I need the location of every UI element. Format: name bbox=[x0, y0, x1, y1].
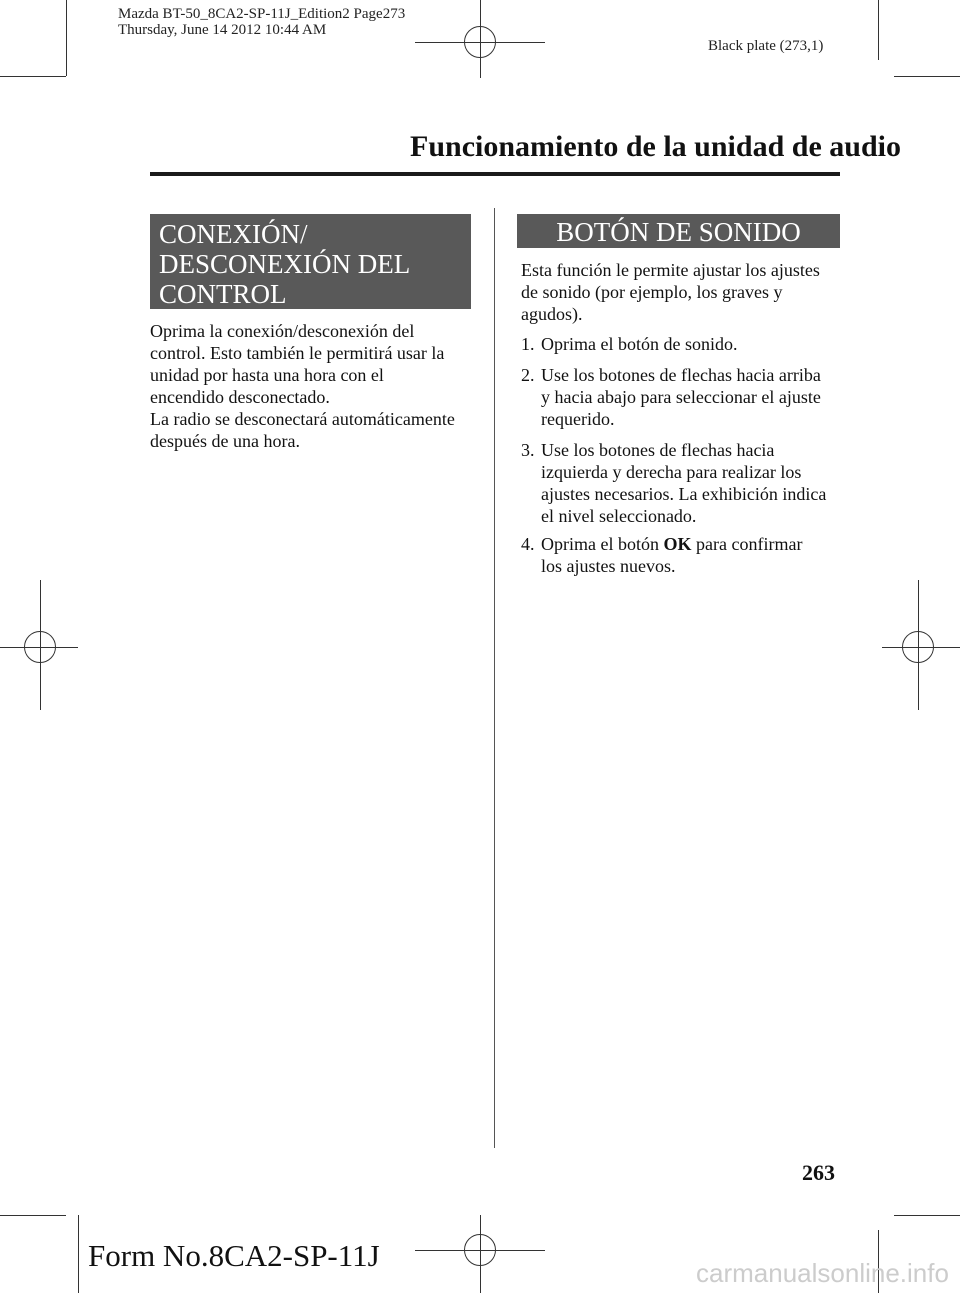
column-divider bbox=[494, 208, 495, 1148]
watermark: carmanualsonline.info bbox=[696, 1258, 949, 1288]
step-number: 1. bbox=[521, 334, 535, 354]
form-number: Form No.8CA2-SP-11J bbox=[88, 1238, 380, 1273]
step-text: y hacia abajo para seleccionar el ajuste bbox=[541, 387, 821, 407]
print-meta-filename: Mazda BT-50_8CA2-SP-11J_Edition2 Page273 bbox=[118, 6, 406, 22]
step-text: el nivel seleccionado. bbox=[541, 506, 697, 526]
step-text: Use los botones de flechas hacia arriba bbox=[541, 365, 821, 385]
title-rule bbox=[150, 172, 840, 176]
heading-line: CONEXIÓN/ bbox=[159, 219, 308, 249]
step-text bbox=[541, 533, 802, 555]
step-text-pre: Oprima el botón bbox=[541, 534, 664, 554]
step-text: Oprima el botón de sonido. bbox=[541, 334, 738, 354]
paragraph-sound-intro bbox=[521, 259, 820, 325]
text-line: de sonido (por ejemplo, los graves y bbox=[521, 282, 783, 302]
heading-line: DESCONEXIÓN DEL bbox=[159, 249, 411, 279]
step-text: ajustes necesarios. La exhibición indica bbox=[541, 484, 827, 504]
text-line: encendido desconectado. bbox=[150, 387, 330, 407]
running-title: Funcionamiento de la unidad de audio bbox=[410, 130, 901, 163]
heading-text: BOTÓN DE SONIDO bbox=[556, 217, 801, 247]
print-meta-timestamp: Thursday, June 14 2012 10:44 AM bbox=[118, 22, 327, 38]
text-line: La radio se desconectará automáticamente bbox=[150, 409, 455, 429]
step-text: izquierda y derecha para realizar los bbox=[541, 462, 802, 482]
section-heading-sound-button bbox=[517, 214, 840, 248]
step-text: requerido. bbox=[541, 409, 615, 429]
text-line: control. Esto también le permitirá usar la bbox=[150, 343, 445, 363]
step-text: Use los botones de flechas hacia bbox=[541, 440, 775, 460]
text-line: unidad por hasta una hora con el bbox=[150, 365, 384, 385]
print-meta-plate: Black plate (273,1) bbox=[708, 38, 824, 54]
ok-button-label: OK bbox=[663, 534, 692, 554]
step-text: los ajustes nuevos. bbox=[541, 556, 676, 576]
step-number: 2. bbox=[521, 365, 535, 385]
step-text-post: para confirmar bbox=[691, 534, 803, 554]
heading-line: CONTROL bbox=[159, 279, 287, 309]
text-line: Oprima la conexión/desconexión del bbox=[150, 321, 415, 341]
text-line: Esta función le permite ajustar los ajustes bbox=[521, 260, 820, 280]
step-number: 3. bbox=[521, 440, 535, 460]
text-line: agudos). bbox=[521, 304, 583, 324]
text-line: después de una hora. bbox=[150, 431, 300, 451]
step-number: 4. bbox=[521, 534, 535, 554]
page-number: 263 bbox=[802, 1160, 835, 1185]
section-heading-connect-disconnect bbox=[150, 214, 471, 309]
paragraph-connect-disconnect bbox=[150, 320, 455, 452]
